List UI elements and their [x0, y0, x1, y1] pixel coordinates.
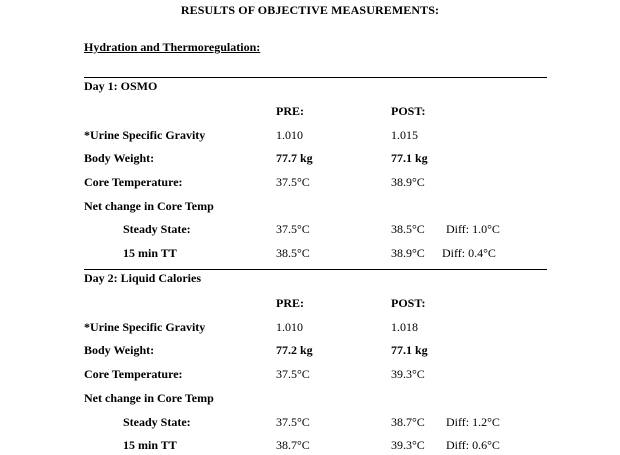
day-2-usg-pre: 1.010 [276, 320, 303, 334]
day-2-heading: Day 2: Liquid Calories [84, 271, 202, 285]
day-2-weight-post: 77.1 kg [391, 343, 428, 357]
day-2-steady-pre: 37.5°C [276, 415, 310, 429]
day-1-tt-pre: 38.5°C [276, 246, 310, 260]
day-1-core-pre: 37.5°C [276, 175, 310, 189]
day-1-steady-pre: 37.5°C [276, 222, 310, 236]
day-1-heading: Day 1: OSMO [84, 79, 158, 93]
day-2-core-post: 39.3°C [391, 367, 425, 381]
day-1-post-header: POST: [391, 104, 426, 118]
day-1-steady-post: 38.5°C [391, 222, 425, 236]
day-1-weight-label: Body Weight: [84, 151, 155, 165]
day-2-steady-post: 38.7°C [391, 415, 425, 429]
day-1-weight-pre: 77.7 kg [276, 151, 313, 165]
day-2-tt-pre: 38.7°C [276, 438, 310, 452]
divider-day-1 [84, 77, 547, 78]
day-1-core-label: Core Temperature: [84, 175, 183, 189]
day-1-tt-diff: Diff: 0.4°C [442, 246, 496, 260]
section-heading: Hydration and Thermoregulation: [84, 40, 261, 54]
day-1-net-label: Net change in Core Temp [84, 199, 214, 213]
day-2-weight-pre: 77.2 kg [276, 343, 313, 357]
day-1-tt-label: 15 min TT [123, 246, 177, 260]
day-1-usg-label: *Urine Specific Gravity [84, 128, 206, 142]
page-title: RESULTS OF OBJECTIVE MEASUREMENTS: [180, 3, 440, 17]
day-2-usg-post: 1.018 [391, 320, 418, 334]
day-1-usg-post: 1.015 [391, 128, 418, 142]
day-2-usg-label: *Urine Specific Gravity [84, 320, 206, 334]
divider-day-2 [84, 269, 547, 270]
day-1-tt-post: 38.9°C [391, 246, 425, 260]
day-2-weight-label: Body Weight: [84, 343, 155, 357]
day-2-post-header: POST: [391, 296, 426, 310]
day-2-tt-post: 39.3°C [391, 438, 425, 452]
day-2-net-label: Net change in Core Temp [84, 391, 214, 405]
day-2-core-label: Core Temperature: [84, 367, 183, 381]
day-2-pre-header: PRE: [276, 296, 304, 310]
day-1-usg-pre: 1.010 [276, 128, 303, 142]
day-2-core-pre: 37.5°C [276, 367, 310, 381]
day-1-pre-header: PRE: [276, 104, 304, 118]
day-1-weight-post: 77.1 kg [391, 151, 428, 165]
day-1-core-post: 38.9°C [391, 175, 425, 189]
day-2-tt-label: 15 min TT [123, 438, 177, 452]
day-2-steady-label: Steady State: [123, 415, 191, 429]
day-2-steady-diff: Diff: 1.2°C [446, 415, 500, 429]
day-1-steady-label: Steady State: [123, 222, 191, 236]
day-2-tt-diff: Diff: 0.6°C [446, 438, 500, 452]
day-1-steady-diff: Diff: 1.0°C [446, 222, 500, 236]
